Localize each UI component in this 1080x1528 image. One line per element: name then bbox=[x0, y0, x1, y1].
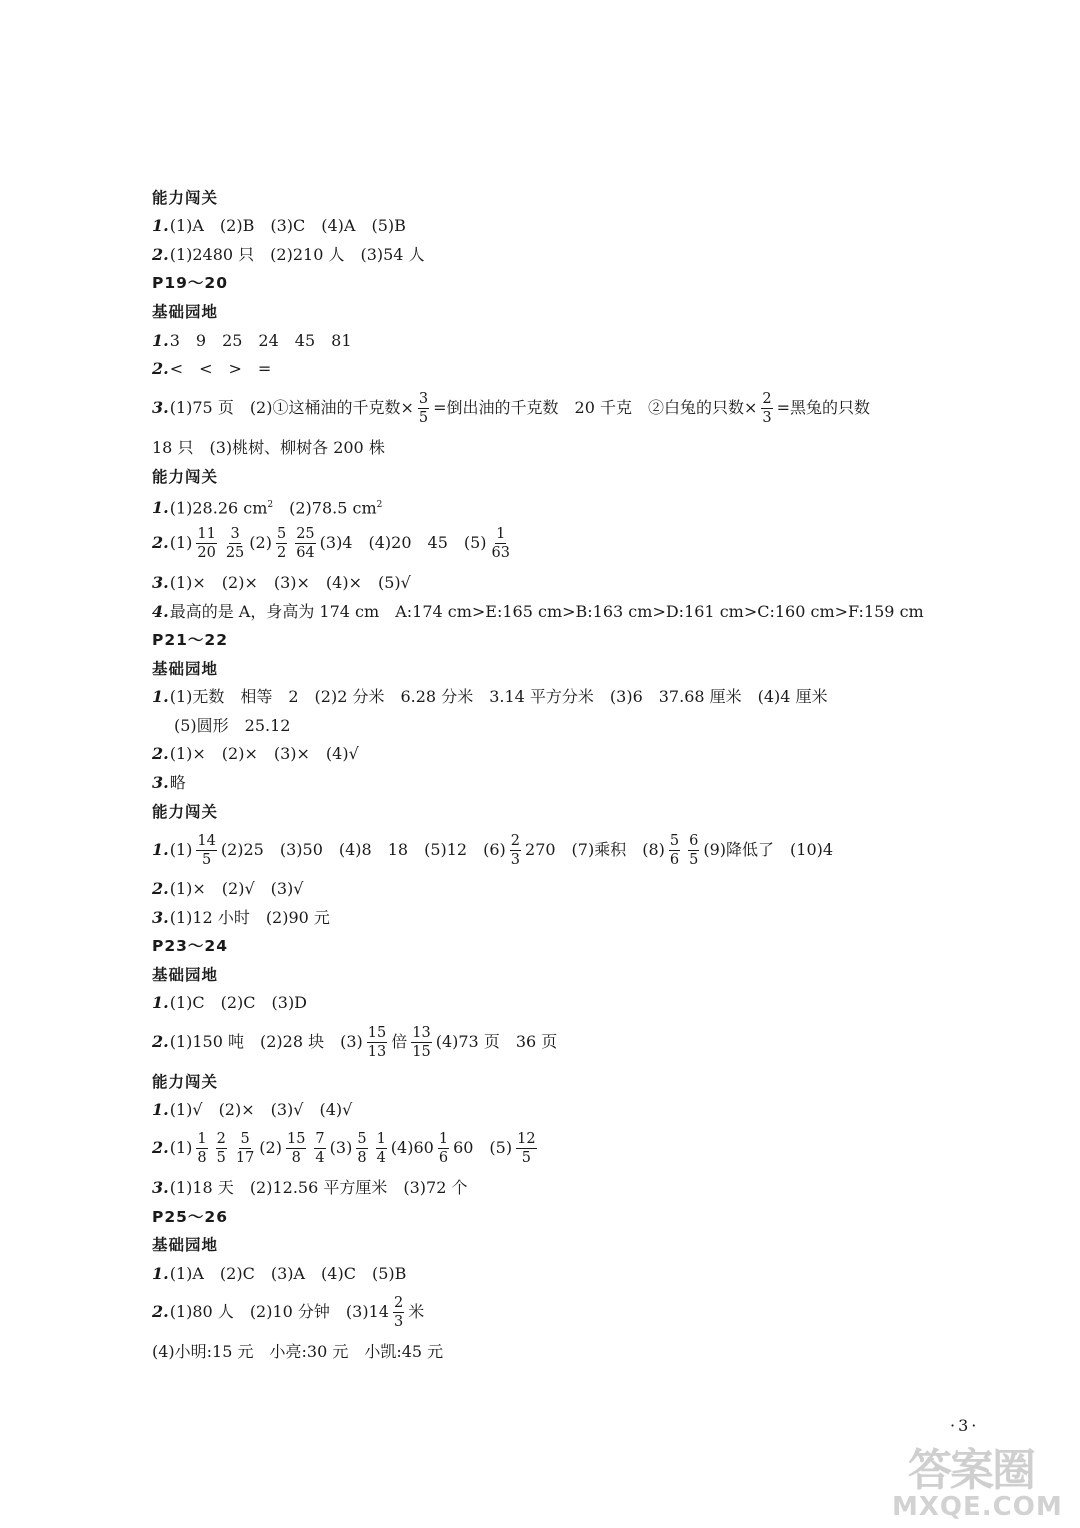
numerator: 1 bbox=[196, 1132, 207, 1150]
denominator: 8 bbox=[197, 1150, 207, 1166]
question-number: 1. bbox=[152, 498, 169, 518]
fraction bbox=[376, 1132, 387, 1166]
answer-text: (1)75 页 (2)①这桶油的千克数× bbox=[169, 398, 414, 417]
answer-text: 最高的是 A，身高为 174 cm A:174 cm>E:165 cm>B:163 cm>D:161 cm>C:160 cm>F:159 cm bbox=[169, 602, 924, 621]
numerator: 15 bbox=[286, 1132, 306, 1150]
answer-line bbox=[152, 830, 833, 870]
answer-text: (1)√ (2)× (3)√ (4)√ bbox=[169, 1100, 353, 1119]
page-range-heading: P21～22 bbox=[152, 631, 228, 649]
section-heading: 基础园地 bbox=[152, 966, 219, 984]
answer-line bbox=[152, 1022, 557, 1062]
answer-text: (1) bbox=[169, 1138, 193, 1157]
answer-text: (9)降低了 (10)4 bbox=[703, 840, 834, 859]
answer-line bbox=[152, 359, 271, 379]
answer-text: (3)4 (4)20 45 (5) bbox=[319, 533, 487, 552]
answer-line bbox=[152, 573, 411, 593]
numerator: 5 bbox=[276, 527, 287, 545]
fraction bbox=[669, 834, 680, 868]
answer-text: (4)60 bbox=[390, 1138, 434, 1157]
answer-text: (1)A (2)B (3)C (4)A (5)B bbox=[169, 216, 406, 235]
denominator: 13 bbox=[367, 1044, 387, 1060]
superscript: 2 bbox=[376, 500, 383, 510]
fraction bbox=[516, 1132, 536, 1166]
section-heading: 能力闯关 bbox=[152, 189, 219, 207]
numerator: 1 bbox=[376, 1132, 387, 1150]
question-number: 1. bbox=[152, 1264, 169, 1283]
answer-line bbox=[152, 1342, 443, 1362]
answer-line bbox=[152, 331, 352, 351]
answer-line bbox=[152, 438, 385, 458]
numerator: 15 bbox=[367, 1026, 387, 1044]
fraction bbox=[276, 527, 287, 561]
question-number: 1. bbox=[152, 993, 169, 1012]
fraction bbox=[688, 834, 699, 868]
numerator: 7 bbox=[314, 1132, 325, 1150]
numerator: 5 bbox=[669, 834, 680, 852]
denominator: 20 bbox=[197, 545, 216, 561]
answer-line bbox=[152, 773, 186, 793]
denominator: 64 bbox=[296, 545, 315, 561]
answer-text: (1)18 天 (2)12.56 平方厘米 (3)72 个 bbox=[169, 1178, 468, 1197]
denominator: 3 bbox=[510, 852, 521, 868]
question-number: 2. bbox=[152, 1138, 169, 1157]
answer-line bbox=[152, 744, 359, 764]
answer-text: (3) bbox=[329, 1138, 353, 1157]
answer-text: (4)小明:15 元 小亮:30 元 小凯:45 元 bbox=[152, 1342, 444, 1361]
page-number: ·3· bbox=[950, 1416, 980, 1435]
answer-line bbox=[152, 216, 406, 236]
answer-text: 18 只 (3)桃树、柳树各 200 株 bbox=[152, 438, 385, 457]
denominator: 4 bbox=[376, 1150, 386, 1166]
answer-line bbox=[152, 388, 870, 428]
denominator: 5 bbox=[418, 410, 429, 426]
denominator: 5 bbox=[521, 1150, 531, 1166]
answer-text: 倍 bbox=[391, 1032, 408, 1051]
question-number: 3. bbox=[152, 573, 169, 592]
answer-line bbox=[152, 1264, 406, 1284]
fraction bbox=[216, 1132, 227, 1166]
answer-text: (1)12 小时 (2)90 元 bbox=[169, 908, 330, 927]
answer-text: (1)× (2)× (3)× (4)√ bbox=[169, 744, 359, 763]
fraction bbox=[196, 834, 216, 868]
answer-text: (2)25 (3)50 (4)8 18 (5)12 (6) bbox=[220, 840, 506, 859]
answer-text: (5)圆形 25.12 bbox=[174, 716, 291, 735]
answer-line bbox=[152, 495, 383, 518]
denominator: 6 bbox=[669, 852, 680, 868]
page-range-heading: P19～20 bbox=[152, 274, 228, 292]
denominator: 3 bbox=[762, 410, 772, 426]
fraction bbox=[418, 392, 429, 426]
fraction bbox=[196, 527, 216, 561]
answer-line bbox=[174, 716, 290, 736]
denominator: 63 bbox=[491, 545, 510, 561]
answer-line bbox=[152, 993, 307, 1013]
answer-text: 270 (7)乘积 (8) bbox=[525, 840, 665, 859]
question-number: 2. bbox=[152, 1032, 169, 1051]
answer-text: (1)2480 只 (2)210 人 (3)54 人 bbox=[169, 245, 425, 264]
numerator: 1 bbox=[495, 527, 506, 545]
section-heading: 能力闯关 bbox=[152, 803, 219, 821]
answer-text: (1) bbox=[169, 840, 193, 859]
section-heading: 基础园地 bbox=[152, 1236, 219, 1254]
denominator: 8 bbox=[357, 1150, 367, 1166]
fraction bbox=[196, 1132, 207, 1166]
numerator: 2 bbox=[510, 834, 521, 852]
question-number: 2. bbox=[152, 1302, 169, 1321]
section-heading: 基础园地 bbox=[152, 303, 219, 321]
answer-text: (1)C (2)C (3)D bbox=[169, 993, 308, 1012]
question-number: 2. bbox=[152, 744, 169, 763]
numerator: 3 bbox=[229, 527, 240, 545]
question-number: 2. bbox=[152, 879, 169, 898]
answer-line bbox=[152, 1128, 541, 1168]
answer-text: (1)80 人 (2)10 分钟 (3)14 bbox=[169, 1302, 389, 1321]
question-number: 3. bbox=[152, 773, 169, 792]
numerator: 5 bbox=[356, 1132, 367, 1150]
page-range-heading: P25～26 bbox=[152, 1208, 228, 1226]
fraction bbox=[225, 527, 245, 561]
answer-line bbox=[152, 245, 425, 265]
fraction bbox=[411, 1026, 431, 1060]
answer-text: (2) bbox=[259, 1138, 282, 1157]
denominator: 6 bbox=[438, 1150, 449, 1166]
fraction bbox=[295, 527, 315, 561]
numerator: 13 bbox=[411, 1026, 431, 1044]
question-number: 3. bbox=[152, 908, 169, 927]
answer-text: (4)73 页 36 页 bbox=[435, 1032, 558, 1051]
answer-line bbox=[152, 687, 828, 707]
question-number: 3. bbox=[152, 1178, 169, 1197]
numerator: 2 bbox=[216, 1132, 227, 1150]
question-number: 1. bbox=[152, 216, 169, 235]
section-heading: 基础园地 bbox=[152, 660, 219, 678]
section-heading: 能力闯关 bbox=[152, 468, 219, 486]
answer-text: (1)无数 相等 2 (2)2 分米 6.28 分米 3.14 平方分米 (3)6 37.68 厘米 (4)4 厘米 bbox=[169, 687, 828, 706]
fraction bbox=[510, 834, 521, 868]
numerator: 25 bbox=[295, 527, 315, 545]
answer-text: (2)78.5 cm bbox=[273, 498, 377, 518]
answer-line bbox=[152, 602, 924, 622]
answer-text: =倒出油的千克数 20 千克 ②白兔的只数× bbox=[433, 398, 758, 417]
numerator: 3 bbox=[418, 392, 429, 410]
question-number: 1. bbox=[152, 687, 169, 706]
section-heading: 能力闯关 bbox=[152, 1073, 219, 1091]
question-number: 3. bbox=[152, 398, 169, 417]
answer-text: 60 (5) bbox=[453, 1138, 513, 1157]
fraction bbox=[393, 1296, 404, 1330]
fraction bbox=[438, 1132, 449, 1166]
question-number: 2. bbox=[152, 245, 169, 264]
answer-line bbox=[152, 1292, 424, 1332]
watermark-logo: 答案圈 bbox=[908, 1445, 1034, 1496]
watermark-url: MXQE.COM bbox=[892, 1492, 1063, 1522]
numerator: 11 bbox=[196, 527, 216, 545]
answer-line bbox=[152, 523, 515, 563]
question-number: 1. bbox=[152, 1100, 169, 1119]
answer-line bbox=[152, 908, 330, 928]
fraction bbox=[367, 1026, 387, 1060]
fraction bbox=[491, 527, 511, 561]
answer-text: (1)28.26 cm bbox=[169, 498, 268, 518]
answer-text: (1) bbox=[169, 533, 193, 552]
numerator: 14 bbox=[196, 834, 216, 852]
answer-text: < < > = bbox=[169, 359, 272, 378]
fraction bbox=[286, 1132, 306, 1166]
denominator: 15 bbox=[412, 1044, 431, 1060]
denominator: 4 bbox=[315, 1150, 325, 1166]
question-number: 1. bbox=[152, 840, 169, 859]
answer-line bbox=[152, 879, 304, 899]
numerator: 2 bbox=[761, 392, 772, 410]
superscript: 2 bbox=[267, 500, 274, 510]
question-number: 2. bbox=[152, 533, 169, 552]
fraction bbox=[761, 392, 772, 426]
answer-text: (1)150 吨 (2)28 块 (3) bbox=[169, 1032, 363, 1051]
numerator: 6 bbox=[688, 834, 699, 852]
question-number: 1. bbox=[152, 331, 169, 350]
fraction bbox=[314, 1132, 325, 1166]
page-range-heading: P23～24 bbox=[152, 937, 228, 955]
numerator: 5 bbox=[239, 1132, 250, 1150]
question-number: 4. bbox=[152, 602, 169, 621]
numerator: 2 bbox=[393, 1296, 404, 1314]
question-number: 2. bbox=[152, 359, 169, 378]
denominator: 5 bbox=[201, 852, 212, 868]
answer-line bbox=[152, 1178, 467, 1198]
answer-text: =黑兔的只数 bbox=[776, 398, 871, 417]
answer-line bbox=[152, 1100, 352, 1120]
denominator: 25 bbox=[225, 545, 245, 561]
answer-text: (1)A (2)C (3)A (4)C (5)B bbox=[169, 1264, 407, 1283]
fraction bbox=[235, 1132, 255, 1166]
denominator: 17 bbox=[235, 1150, 255, 1166]
denominator: 2 bbox=[276, 545, 287, 561]
denominator: 3 bbox=[393, 1314, 404, 1330]
fraction bbox=[356, 1132, 367, 1166]
numerator: 1 bbox=[438, 1132, 449, 1150]
denominator: 5 bbox=[689, 852, 699, 868]
answer-text: (2) bbox=[249, 533, 272, 552]
denominator: 8 bbox=[291, 1150, 301, 1166]
answer-text: (1)× (2)√ (3)√ bbox=[169, 879, 304, 898]
answer-text: (1)× (2)× (3)× (4)× (5)√ bbox=[169, 573, 411, 592]
answer-text: 略 bbox=[169, 773, 186, 792]
numerator: 12 bbox=[516, 1132, 536, 1150]
answer-text: 3 9 25 24 45 81 bbox=[169, 331, 352, 350]
denominator: 5 bbox=[216, 1150, 226, 1166]
answer-text: 米 bbox=[408, 1302, 425, 1321]
watermark bbox=[890, 1434, 1070, 1524]
